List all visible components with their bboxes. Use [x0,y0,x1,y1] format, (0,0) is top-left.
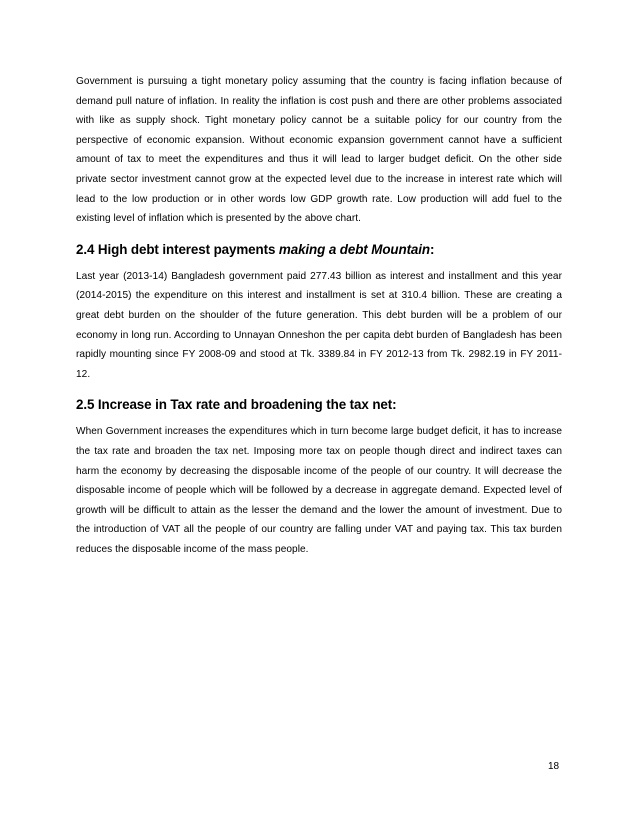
page-content [76,72,562,559]
intro-paragraph: Government is pursuing a tight monetary policy assuming that the country is facing inflation because of demand pull nature of inflation. In reality the inflation is cost push and there are other problems associated with like as supply shock. Tight monetary policy cannot be a suitable policy for our country from the perspective of economic expansion. Without economic expansion government cannot have a sufficient amount of tax to meet the expenditures and thus it will lead to larger budget deficit. On the other side private sector investment cannot grow at the expected level due to the increase in interest rate which will lead to the low production or in other words low GDP growth rate. Low production will add fuel to the existing level of inflation which is presented by the above chart. [76,76,562,225]
section-2-4-heading-emphasis: making a debt Mountain [278,241,430,257]
section-2-4-heading [76,240,562,260]
section-2-5-heading: 2.5 Increase in Tax rate and broadening the tax net: [76,397,397,413]
section-2-4-paragraph: Last year (2013-14) Bangladesh government paid 277.43 billion as interest and installment and this year (2014-2015) the expenditure on this interest and installment is set at 310.4 billion. These are creating a great debt burden on the shoulder of the future generation. This debt burden will be a problem of our economy in long run. According to Unnayan Onneshon the per capita debt burden of Bangladesh has been rapidly mounting since FY 2008-09 and stood at Tk. 3389.84 in FY 2012-13 from Tk. 2982.19 in FY 2011-12. [76,270,562,380]
page-number: 18 [548,761,560,772]
section-2-5-paragraph: When Government increases the expenditures which in turn become large budget deficit, it has to increase the tax rate and broaden the tax net. Imposing more tax on people though direct and indirect taxes can harm the economy by decreasing the disposable income of the people of our country. It will decrease the disposable income of people which will be followed by a decrease in aggregate demand. Expected level of growth will be difficult to attain as the lesser the demand and the lower the amount of investment. Due to the introduction of VAT all the people of our country are falling under VAT and paying tax. This tax burden reduces the disposable income of the mass people. [76,426,562,555]
section-2-4-heading-prefix: 2.4 High debt interest payments [76,241,279,257]
section-2-4-heading-suffix: : [429,241,435,257]
